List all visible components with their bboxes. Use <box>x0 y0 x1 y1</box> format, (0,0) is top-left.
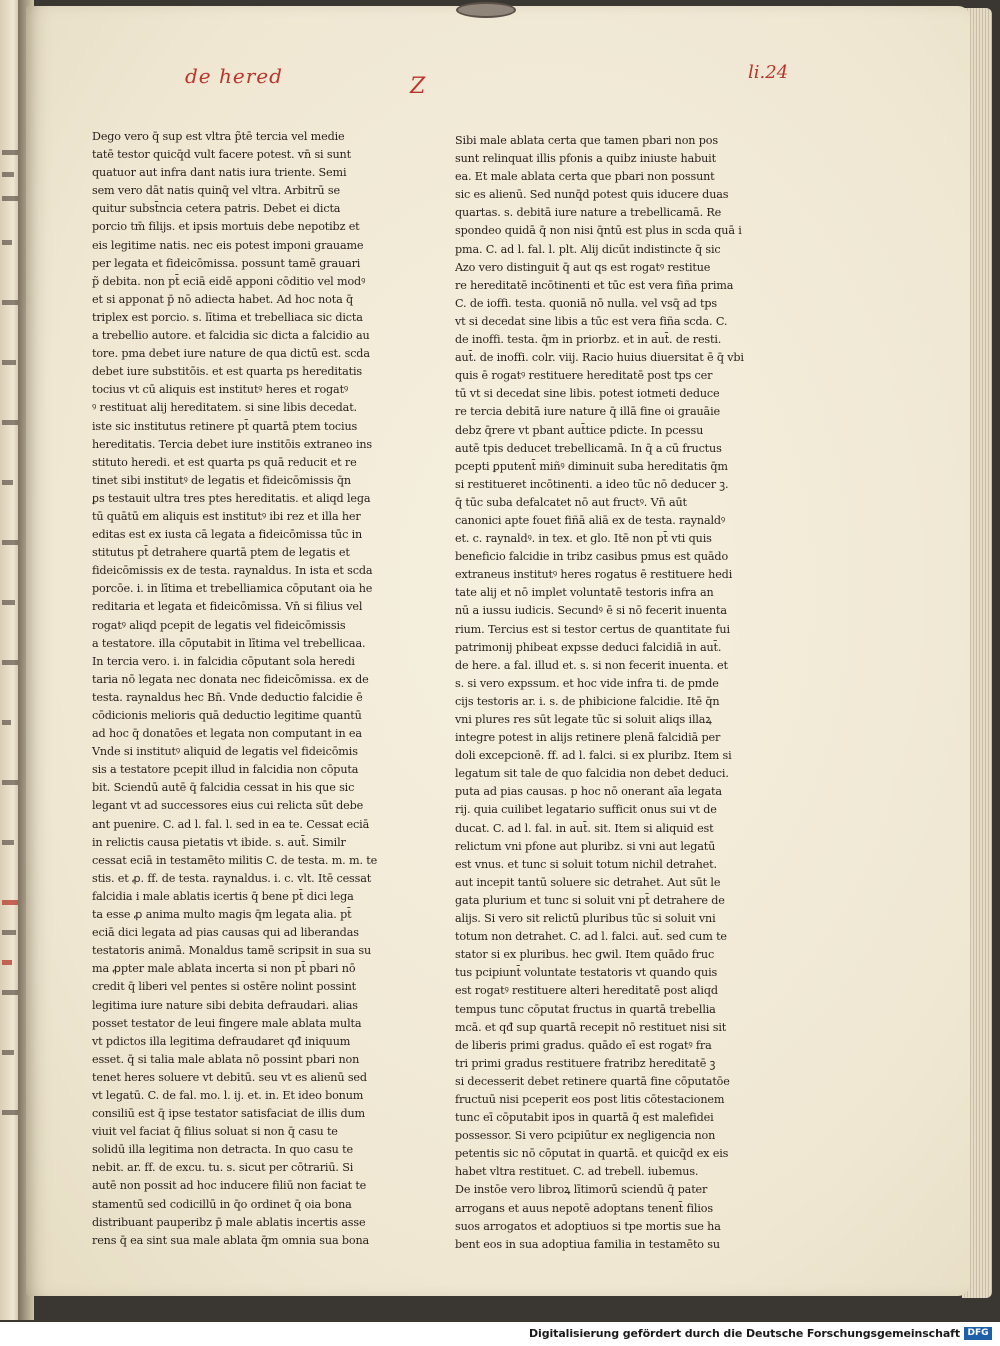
text-line: taria nō legata nec donata nec fideicōmissa. ex de <box>92 672 369 686</box>
text-line: s. si vero expssum. et hoc vide infra ti. de pmde <box>455 676 719 690</box>
text-line: vt si decedat sine libis a tūc est vera fiña scda. C. <box>455 314 728 328</box>
text-line: vt pdictos illa legitima defraudaret qđ iniquum <box>92 1034 351 1048</box>
text-line: eciā dici legata ad pias causas qui ad liberandas <box>92 926 359 940</box>
text-line: credit q̄ liberi vel pentes si ostēre nolint possint <box>92 980 356 994</box>
running-head-left: de hered <box>185 64 283 88</box>
text-line: re tercia debitā iure nature q̄ illā fine oi grauāie <box>455 405 720 419</box>
text-line: cijs testoris ar. i. s. de phibicione falcidie. Itē q̄n <box>455 694 720 708</box>
text-line: legant vt ad successores eius cui relicta sūt debe <box>92 799 364 813</box>
text-line: tunc eī cōputabit ipos in quartā q̄ est malefidei <box>455 1111 714 1125</box>
text-line: doli excepcionē. ff. ad l. falci. si ex pluribz. Item si <box>455 749 732 763</box>
text-line: testatoris animā. Monaldus tamē scripsit in sua su <box>92 944 372 958</box>
text-line: ad hoc q̄ donatōes et legata non computant in ea <box>92 727 362 741</box>
text-line: falcidia i male ablatis icertis q̄ bene pt̄ dici lega <box>92 889 354 903</box>
text-line: beneficio falcidie in tribz casibus pmus est quādo <box>455 550 729 564</box>
text-line: Vnde si institutꝰ aliquid de legatis vel fideicōmis <box>92 745 358 759</box>
text-line: In tercia vero. i. in falcidia cōputant sola heredi <box>92 654 355 668</box>
text-line: de inoffi. testa. q̄m in priorbz. et in aut̄. de resti. <box>455 333 722 347</box>
text-column-left <box>92 128 406 1247</box>
dfg-logo-icon: DFG <box>964 1327 992 1340</box>
text-line: petentis sic nō cōputat in quartā. et quicq̄d ex eis <box>455 1147 729 1161</box>
text-line: tate alij et nō implet voluntatē testoris infra an <box>455 586 714 600</box>
text-line: cōdicionis melioris quā deductio legitime quantū <box>92 709 362 722</box>
text-line: hereditatis. Tercia debet iure institōis extraneo ins <box>92 437 373 451</box>
text-line: tū vt si decedat sine libis. potest iotmeti deduce <box>455 387 720 401</box>
text-line: patrimonij phibeat expsse deduci falcidiā in aut̄. <box>455 640 722 654</box>
text-line: fructuū nisi pceperit eos post litis cōtestacionem <box>455 1092 725 1106</box>
text-line: aut incepit tantū soluere sic detrahet. Aut sūt le <box>455 875 721 889</box>
text-line: testa. raynaldus hec Bn̄. Vnde deductio falcidie ē <box>92 690 363 704</box>
text-line: porcōe. i. in lītima et trebelliamica cōputant oia he <box>92 582 373 596</box>
text-line: tocius vt cū aliquis est institutꝰ heres et rogatꝰ <box>92 383 349 397</box>
text-line: quis ē rogatꝰ restituere hereditatē post tps cer <box>455 369 713 383</box>
text-line: stitutus pt̄ detrahere quartā ptem de legatis et <box>92 546 350 560</box>
text-line: aut̄. de inoffi. colr. viij. Racio huius diuersitat ē q̄ vbi <box>455 351 744 365</box>
text-line: tore. pma debet iure nature de qua dictū est. scda <box>92 347 370 361</box>
text-line: nebit. ar. ff. de excu. tu. s. sicut per cōtrariū. Si <box>92 1161 354 1175</box>
text-line: esset. q̄ si talia male ablata nō possint pbari non <box>92 1052 360 1066</box>
text-line: sic es alienū. Sed nunq̄d potest quis iducere duas <box>455 188 729 202</box>
text-line: puta ad pias causas. p hoc nō onerant aīa legata <box>455 785 722 799</box>
text-line: quartas. s. debitā iure nature a trebellicamā. Re <box>455 206 722 220</box>
text-line: legitima iure nature sibi debita defraudari. alias <box>92 998 358 1012</box>
text-line: ta esse ꝓ anima multo magis q̄m legata alia. pt̄ <box>92 908 352 922</box>
text-line: ducat. C. ad l. fal. in aut̄. sit. Item si aliquid est <box>455 821 714 835</box>
text-line: sunt relinquat illis pfonis a quibz iniuste habuit <box>455 152 716 166</box>
text-line: eis legitime natis. nec eis potest imponi grauame <box>92 238 364 252</box>
text-line: quatuor aut infra dant natis iura triente. Semi <box>92 166 347 180</box>
text-line: sem vero dāt natis quinq̄ vel vltra. Arbitrū se <box>92 184 340 198</box>
text-line: est rogatꝰ restituere alteri hereditatē post aliqd <box>455 984 718 998</box>
text-line: et si apponat p̄ nō adiecta habet. Ad hoc nota q̄ <box>92 292 354 306</box>
text-line: De instōe vero libroꝝ lītimorū sciendū q̄ pater <box>455 1183 708 1197</box>
text-line: est vnus. et tunc si soluit totum nichil detrahet. <box>455 857 717 871</box>
text-line: si decesserit debet retinere quartā fine cōputatōe <box>455 1074 730 1088</box>
text-line: ant puenire. C. ad l. fal. l. sed in ea te. Cessat eciā <box>92 817 370 831</box>
text-line: ma ꝓpter male ablata incerta si non pt̄ pbari nō <box>92 962 356 976</box>
text-line: tempus tunc cōputat fructus in quartā trebellia <box>455 1002 716 1016</box>
text-line: possessor. Si vero pcipiūtur ex negligencia non <box>455 1129 716 1143</box>
text-line: in relictis causa pietatis vt ibide. s. aut̄. Similr <box>92 835 346 849</box>
text-line: per legata et fideicōmissa. possunt tamē grauari <box>92 256 361 270</box>
text-line: totum non detrahet. C. ad l. falci. aut̄. sed cum te <box>455 930 727 944</box>
clasp-icon <box>456 2 516 18</box>
footer-bar <box>0 1322 1000 1346</box>
text-line: iste sic institutus retinere pt̄ quartā ptem tocius <box>92 419 358 433</box>
text-line: habet vltra restituet. C. ad trebell. iubemus. <box>455 1165 699 1179</box>
text-line: Azo vero distinguit q̄ aut qs est rogatꝰ restitue <box>455 260 711 274</box>
text-line: spondeo quidā q̄ non nisi q̄ntū est plus in scda quā i <box>455 224 742 238</box>
text-line: stamentū sed codicillū in q̄o ordinet q̄ oia bona <box>92 1197 352 1211</box>
funding-notice: Digitalisierung gefördert durch die Deutsche Forschungsgemeinschaft <box>529 1327 960 1340</box>
text-line: tenet heres soluere vt debitū. seu vt es alienū sed <box>92 1070 367 1084</box>
text-line: rium. Tercius est si testor certus de quantitate fui <box>455 622 730 636</box>
text-line: ꝑs testauit ultra tres ptes hereditatis. et aliqd lega <box>92 491 371 505</box>
text-line: consiliū est q̄ ipse testator satisfaciat de illis dum <box>92 1107 365 1121</box>
text-line: porcio tm̄ filijs. et ipsis mortuis debe nepotibz et <box>92 220 360 234</box>
text-line: posset testator de leui fingere male ablata multa <box>92 1016 362 1030</box>
text-line: gata plurium et tunc si soluit vni pt̄ detrahere de <box>455 893 725 907</box>
text-line: arrogans et auus nepotē adoptans tenent̄ filios <box>455 1201 713 1215</box>
text-line: distribuant pauperibz p̄ male ablatis incertis asse <box>92 1215 366 1229</box>
text-line: pma. C. ad l. fal. l. plt. Alij dicūt indistincte q̄ sic <box>455 242 721 256</box>
text-line: a testatore. illa cōputabit in lītima vel trebellicaa. <box>92 636 366 650</box>
text-line: Dego vero q̄ sup est vltra p̃tē tercia vel medie <box>92 130 345 143</box>
text-line: sis a testatore pcepit illud in falcidia non cōputa <box>92 763 359 777</box>
text-line: tinet sibi institutꝰ de legatis et fideicōmissis q̄n <box>92 473 351 487</box>
text-line: tri primi gradus restituere fratribz hereditatē ꝫ <box>455 1056 716 1070</box>
text-line: solidū illa legitima non detracta. In quo casu te <box>92 1143 353 1157</box>
text-line: C. de ioffi. testa. quoniā nō nulla. vel vsq̄ ad tps <box>455 296 717 310</box>
text-line: viuit vel faciat q̄ filius soluat si non q̄ casu te <box>92 1125 338 1139</box>
text-line: editas est ex iusta cā legata a fideicōmissa tūc in <box>92 528 363 542</box>
text-line: fideicōmissis ex de testa. raynaldus. In ista et scda <box>92 564 373 578</box>
text-line: si restitueret incōtinenti. a ideo tūc nō deducer ꝫ. <box>455 477 729 491</box>
text-line: canonici apte fouet fiñā aliā ex de testa. raynaldꝰ <box>455 513 726 527</box>
text-line: vni plures res sūt legate tūc si soluit aliqs illaꝝ <box>455 713 712 726</box>
text-line: mcā. et qđ sup quartā recepit nō restituet nisi sit <box>455 1020 727 1034</box>
text-line: ꝰ restituat alij hereditatem. si sine libis decedat. <box>92 401 357 415</box>
folio-number: li.24 <box>748 62 789 83</box>
text-line: suos arrogatos et adoptiuos si tpe mortis sue ha <box>455 1219 721 1233</box>
text-line: a trebellio autore. et falcidia sic dicta a falcidio au <box>92 329 370 343</box>
text-line: reditaria et legata et fideicōmissa. Vn̄ si filius vel <box>92 600 363 614</box>
text-line: debet iure substitōis. et est quarta ps hereditatis <box>92 365 363 379</box>
text-line: bit. Sciendū autē q̄ falcidia cessat in his que sic <box>92 781 355 795</box>
text-line: legatum sit tale de quo falcidia non debet deduci. <box>455 767 729 781</box>
text-line: stituto heredi. et est quarta ps quā reducit et re <box>92 455 357 469</box>
text-line: tus pcipiunt̄ voluntate testatoris vt quando quis <box>455 966 718 980</box>
text-line: stator si ex pluribus. hec gwil. Item quādo fruc <box>455 948 715 962</box>
text-line: q̄ tūc suba defalcatet nō aut fructꝰ. Vn̄ aūt <box>455 495 687 509</box>
text-line: rij. quia cuilibet legatario sufficit onus sui vt de <box>455 803 717 817</box>
text-line: autē tpis deducet trebellicamā. In q̄ a cū fructus <box>455 441 722 455</box>
running-head-center: Z <box>410 74 426 99</box>
text-line: p̃ debita. non pt̄ eciā eidē apponi cōditio vel modꝰ <box>92 274 366 288</box>
text-line: extraneus institutꝰ heres rogatus ē restituere hedi <box>455 568 733 582</box>
text-line: de liberis primi gradus. quādo eī est rogatꝰ fra <box>455 1038 712 1052</box>
text-line: pcepti ꝑputent̄ miñꝰ diminuit suba hereditatis q̄m <box>455 459 728 473</box>
text-column-right <box>455 132 773 1251</box>
text-line: et. c. raynaldꝰ. in tex. et glo. Itē non pt̄ vti quis <box>455 532 712 546</box>
text-line: bent eos in sua adoptiua familia in testamēto su <box>455 1237 720 1251</box>
text-line: nū a iussu iudicis. Secundꝰ ē si nō fecerit inuenta <box>455 604 727 618</box>
text-line: relictum vni pfone aut pluribz. si vni aut legatū <box>455 839 716 853</box>
text-line: alijs. Si vero sit relictū pluribus tūc si soluit vni <box>455 912 716 926</box>
text-line: re hereditatē incōtinenti et tūc est vera fiña prima <box>455 278 734 292</box>
text-line: cessat eciā in testamēto militis C. de testa. m. m. te <box>92 853 378 867</box>
text-line: rogatꝰ aliqd pcepit de legatis vel fideicōmissis <box>92 618 346 632</box>
text-line: triplex est porcio. s. lītima et trebelliaca sic dicta <box>92 310 363 324</box>
text-line: vt legatū. C. de fal. mo. l. ij. et. in. Et ideo bonum <box>92 1088 364 1102</box>
text-line: ea. Et male ablata certa que pbari non possunt <box>455 170 715 184</box>
text-line: autē non possit ad hoc inducere filiū non faciat te <box>92 1179 367 1193</box>
text-line: debz q̄rere vt pbant aut̄tice pdicte. In pcessu <box>455 423 704 437</box>
text-line: stis. et ꝓ. ff. de testa. raynaldus. i. c. vlt. Itē cessat <box>92 871 372 885</box>
text-line: tatē testor quicq̄d vult facere potest. vn̄ si sunt <box>92 148 351 162</box>
text-line: Sibi male ablata certa que tamen pbari non pos <box>455 134 718 147</box>
text-line: rens q̄ ea sint sua male ablata q̄m omnia sua bona <box>92 1233 370 1247</box>
text-line: quitur subst̄ncia cetera patris. Debet ei dicta <box>92 202 341 216</box>
text-line: tū quātū em aliquis est institutꝰ ibi rez et illa her <box>92 509 361 523</box>
text-line: integre potest in alijs retinere plenā falcidiā per <box>455 731 721 745</box>
text-line: de here. a fal. illud et. s. si non fecerit inuenta. et <box>455 658 728 672</box>
